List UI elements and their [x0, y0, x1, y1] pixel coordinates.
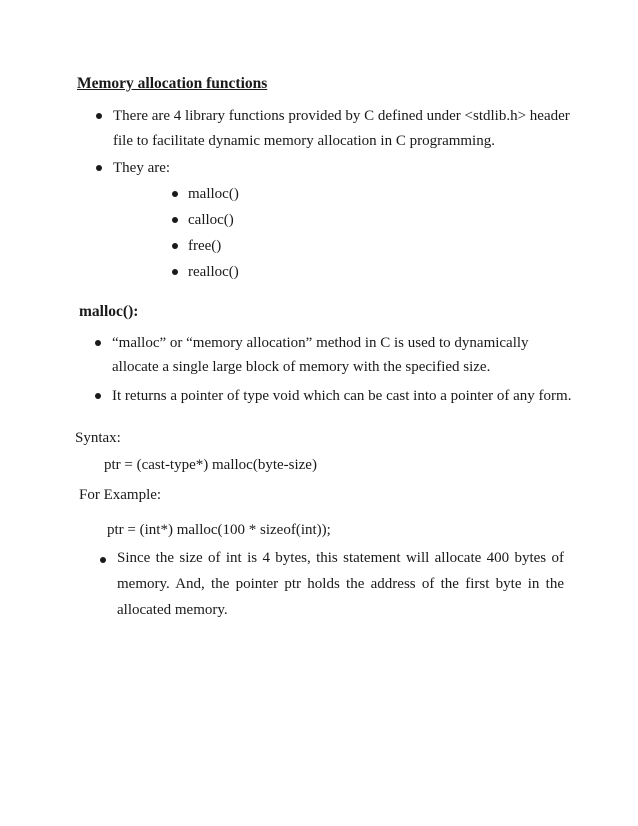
malloc-bullet-1-line-1: “malloc” or “memory allocation” method in C is used to dynamically: [112, 335, 529, 351]
example-explanation: [117, 545, 564, 623]
bullet-icon: [100, 557, 106, 563]
bullet-icon: [172, 191, 178, 197]
function-item: calloc(): [188, 212, 234, 228]
bullet-icon: [172, 243, 178, 249]
function-item: realloc(): [188, 264, 239, 280]
bullet-icon: [172, 269, 178, 275]
function-item: malloc(): [188, 186, 239, 202]
bullet-icon: [96, 165, 102, 171]
explanation-line-3: allocated memory.: [117, 602, 228, 618]
intro-bullet-1-line-2: file to facilitate dynamic memory allocation in C programming.: [113, 133, 495, 149]
syntax-code: ptr = (cast-type*) malloc(byte-size): [104, 457, 317, 473]
function-item: free(): [188, 238, 222, 254]
bullet-icon: [172, 217, 178, 223]
syntax-label: Syntax:: [75, 430, 121, 446]
subsection-heading: malloc():: [79, 303, 139, 320]
bullet-icon: [95, 393, 101, 399]
section-heading: Memory allocation functions: [77, 75, 268, 92]
bullet-icon: [96, 113, 102, 119]
example-code: ptr = (int*) malloc(100 * sizeof(int));: [107, 522, 331, 538]
explanation-line-2: memory. And, the pointer ptr holds the address of the first byte in the: [117, 576, 564, 592]
intro-bullet-1-line-1: There are 4 library functions provided by C defined under <stdlib.h> header: [113, 108, 570, 124]
example-label: For Example:: [79, 487, 162, 503]
explanation-line-1: Since the size of int is 4 bytes, this statement will allocate 400 bytes of: [117, 550, 564, 566]
intro-bullet-2: They are:: [113, 160, 171, 176]
bullet-icon: [95, 340, 101, 346]
malloc-bullet-2: It returns a pointer of type void which can be cast into a pointer of any form.: [112, 388, 572, 404]
malloc-bullet-1-line-2: allocate a single large block of memory with the specified size.: [112, 359, 491, 375]
